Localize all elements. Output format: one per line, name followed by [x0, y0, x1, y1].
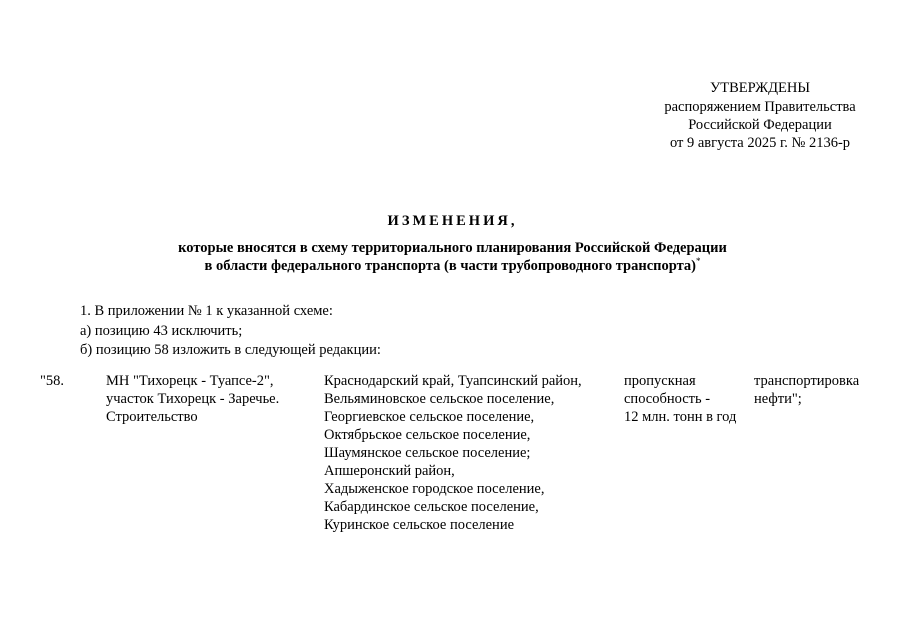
subtitle-line-2 — [0, 257, 905, 275]
change-item: а) позицию 43 исключить; — [80, 322, 243, 339]
location-line: Апшеронский район, — [324, 463, 455, 479]
object-location — [324, 372, 614, 534]
approval-stamp — [640, 79, 880, 152]
location-line: Октябрьское сельское поселение, — [324, 427, 531, 443]
approval-line: от 9 августа 2025 г. № 2136-р — [669, 135, 851, 151]
location-line: Краснодарский край, Туапсинский район, — [324, 373, 582, 389]
location-line: Куринское сельское поселение — [324, 517, 515, 533]
object-name-line: участок Тихорецк - Заречье. — [106, 391, 280, 407]
object-capacity — [624, 372, 754, 426]
location-line: Шаумянское сельское поселение; — [324, 445, 531, 461]
object-purpose — [754, 372, 894, 408]
location-line: Вельяминовское сельское поселение, — [324, 391, 555, 407]
object-name-line: МН "Тихорецк - Туапсе-2", — [106, 373, 274, 389]
approval-line: Российской Федерации — [688, 117, 832, 133]
location-line: Хадыженское городское поселение, — [324, 481, 545, 497]
document-subtitle — [0, 239, 905, 275]
change-items — [80, 302, 840, 361]
footnote-mark: * — [696, 256, 701, 267]
object-name-line: Строительство — [106, 409, 198, 425]
approval-line: распоряжением Правительства — [664, 99, 856, 115]
location-line: Георгиевское сельское поселение, — [324, 409, 535, 425]
change-item: б) позицию 58 изложить в следующей редакции: — [80, 342, 381, 358]
subtitle-line-2-text: в области федерального транспорта (в части трубопроводного транспорта) — [204, 258, 697, 274]
row-number: "58. — [40, 373, 65, 389]
document-title: ИЗМЕНЕНИЯ, — [387, 213, 518, 229]
change-item: 1. В приложении № 1 к указанной схеме: — [80, 303, 333, 319]
location-line: Кабардинское сельское поселение, — [324, 499, 539, 515]
object-name — [106, 372, 306, 426]
capacity-line: пропускная — [624, 373, 696, 389]
purpose-line: транспортировка — [754, 373, 860, 389]
capacity-line: 12 млн. тонн в год — [624, 409, 737, 425]
approval-heading: УТВЕРЖДЕНЫ — [709, 80, 811, 96]
capacity-line: способность - — [624, 391, 711, 407]
subtitle-line-1: которые вносятся в схему территориального планирования Российской Федерации — [178, 240, 727, 256]
purpose-line: нефти"; — [754, 391, 802, 407]
